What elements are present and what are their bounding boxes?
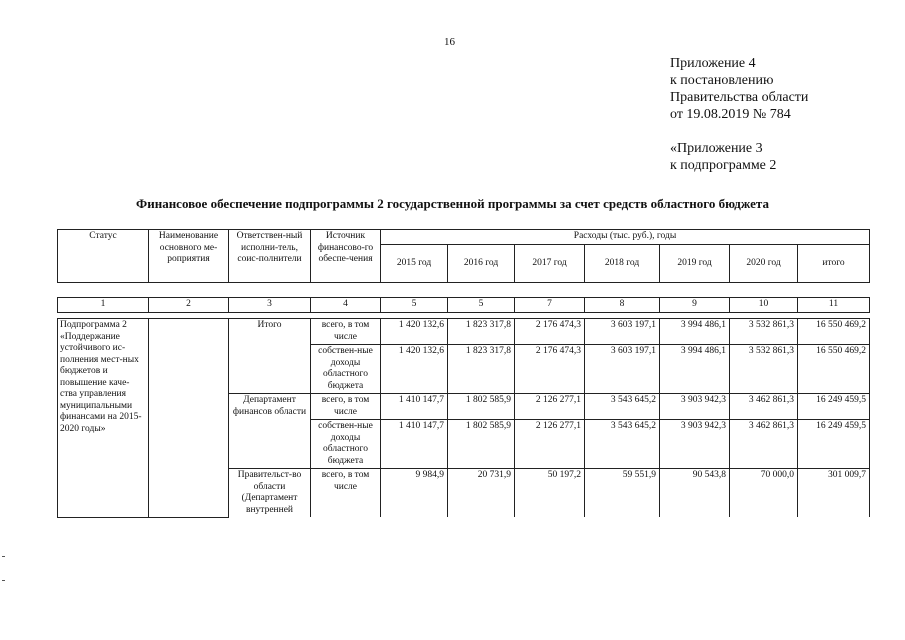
value-cell: 16 249 459,5	[798, 420, 870, 469]
appendix-block	[670, 55, 808, 174]
column-index: 1	[58, 298, 149, 313]
status-cell: Подпрограмма 2 «Поддержание устойчивого ис-полнения мест-ных бюджетов и повышение каче-ства управления муниципальными финансами на 2015-2020 годы»	[58, 319, 149, 518]
value-cell: 59 551,9	[585, 469, 660, 518]
header-table	[57, 229, 870, 283]
appendix-line: от 19.08.2019 № 784	[670, 107, 791, 122]
value-cell: 1 410 147,7	[381, 394, 448, 420]
header-year: 2015 год	[381, 245, 448, 283]
value-cell: 3 994 486,1	[660, 319, 730, 345]
column-index: 3	[229, 298, 311, 313]
scan-mark	[2, 556, 5, 557]
table-row	[58, 319, 870, 345]
value-cell: 1 420 132,6	[381, 319, 448, 345]
column-index: 7	[515, 298, 585, 313]
column-index: 4	[311, 298, 381, 313]
source-cell: всего, в том числе	[311, 469, 381, 518]
value-cell: 90 543,8	[660, 469, 730, 518]
value-cell: 9 984,9	[381, 469, 448, 518]
header-source: Источник финансово-го обеспе-чения	[311, 230, 381, 283]
scan-mark	[2, 580, 5, 581]
value-cell: 1 420 132,6	[381, 345, 448, 394]
executor-cell: Департамент финансов области	[229, 394, 311, 469]
column-index: 11	[798, 298, 870, 313]
value-cell: 2 176 474,3	[515, 345, 585, 394]
source-cell: всего, в том числе	[311, 319, 381, 345]
value-cell: 20 731,9	[448, 469, 515, 518]
source-cell: всего, в том числе	[311, 394, 381, 420]
source-cell: собствен-ные доходы областного бюджета	[311, 345, 381, 394]
column-index: 8	[585, 298, 660, 313]
value-cell: 1 823 317,8	[448, 345, 515, 394]
executor-cell: Итого	[229, 319, 311, 394]
value-cell: 301 009,7	[798, 469, 870, 518]
header-status: Статус	[58, 230, 149, 283]
header-expenses: Расходы (тыс. руб.), годы	[381, 230, 870, 245]
source-cell: собствен-ные доходы областного бюджета	[311, 420, 381, 469]
column-index: 9	[660, 298, 730, 313]
value-cell: 3 903 942,3	[660, 420, 730, 469]
value-cell: 1 802 585,9	[448, 420, 515, 469]
header-total: итого	[798, 245, 870, 283]
value-cell: 3 543 645,2	[585, 394, 660, 420]
value-cell: 3 543 645,2	[585, 420, 660, 469]
value-cell: 3 532 861,3	[730, 319, 798, 345]
appendix-line: Приложение 4	[670, 56, 756, 71]
page-number: 16	[444, 36, 455, 48]
value-cell: 3 532 861,3	[730, 345, 798, 394]
appendix-line: к подпрограмме 2	[670, 158, 777, 173]
column-index: 10	[730, 298, 798, 313]
column-index-table	[57, 297, 870, 313]
executor-cell: Правительст-во области (Департамент внутренней	[229, 469, 311, 518]
appendix-line: «Приложение 3	[670, 141, 763, 156]
header-name: Наименование основного ме-роприятия	[149, 230, 229, 283]
column-index: 5	[381, 298, 448, 313]
value-cell: 16 249 459,5	[798, 394, 870, 420]
value-cell: 3 603 197,1	[585, 345, 660, 394]
appendix-line: Правительства области	[670, 90, 809, 105]
value-cell: 70 000,0	[730, 469, 798, 518]
value-cell: 16 550 469,2	[798, 319, 870, 345]
column-index: 5	[448, 298, 515, 313]
value-cell: 3 462 861,3	[730, 420, 798, 469]
column-index: 2	[149, 298, 229, 313]
header-year: 2017 год	[515, 245, 585, 283]
value-cell: 3 603 197,1	[585, 319, 660, 345]
value-cell: 2 126 277,1	[515, 420, 585, 469]
value-cell: 16 550 469,2	[798, 345, 870, 394]
header-year: 2016 год	[448, 245, 515, 283]
value-cell: 50 197,2	[515, 469, 585, 518]
value-cell: 3 462 861,3	[730, 394, 798, 420]
value-cell: 1 410 147,7	[381, 420, 448, 469]
value-cell: 3 994 486,1	[660, 345, 730, 394]
header-year: 2019 год	[660, 245, 730, 283]
value-cell: 3 903 942,3	[660, 394, 730, 420]
appendix-line: к постановлению	[670, 73, 774, 88]
financing-table	[57, 318, 870, 518]
header-executor: Ответствен-ный исполни-тель, соис-полнители	[229, 230, 311, 283]
value-cell: 1 823 317,8	[448, 319, 515, 345]
header-year: 2020 год	[730, 245, 798, 283]
value-cell: 1 802 585,9	[448, 394, 515, 420]
header-year: 2018 год	[585, 245, 660, 283]
document-title: Финансовое обеспечение подпрограммы 2 государственной программы за счет средств областного бюджета	[136, 196, 769, 211]
value-cell: 2 126 277,1	[515, 394, 585, 420]
measure-name-cell	[149, 319, 229, 518]
value-cell: 2 176 474,3	[515, 319, 585, 345]
